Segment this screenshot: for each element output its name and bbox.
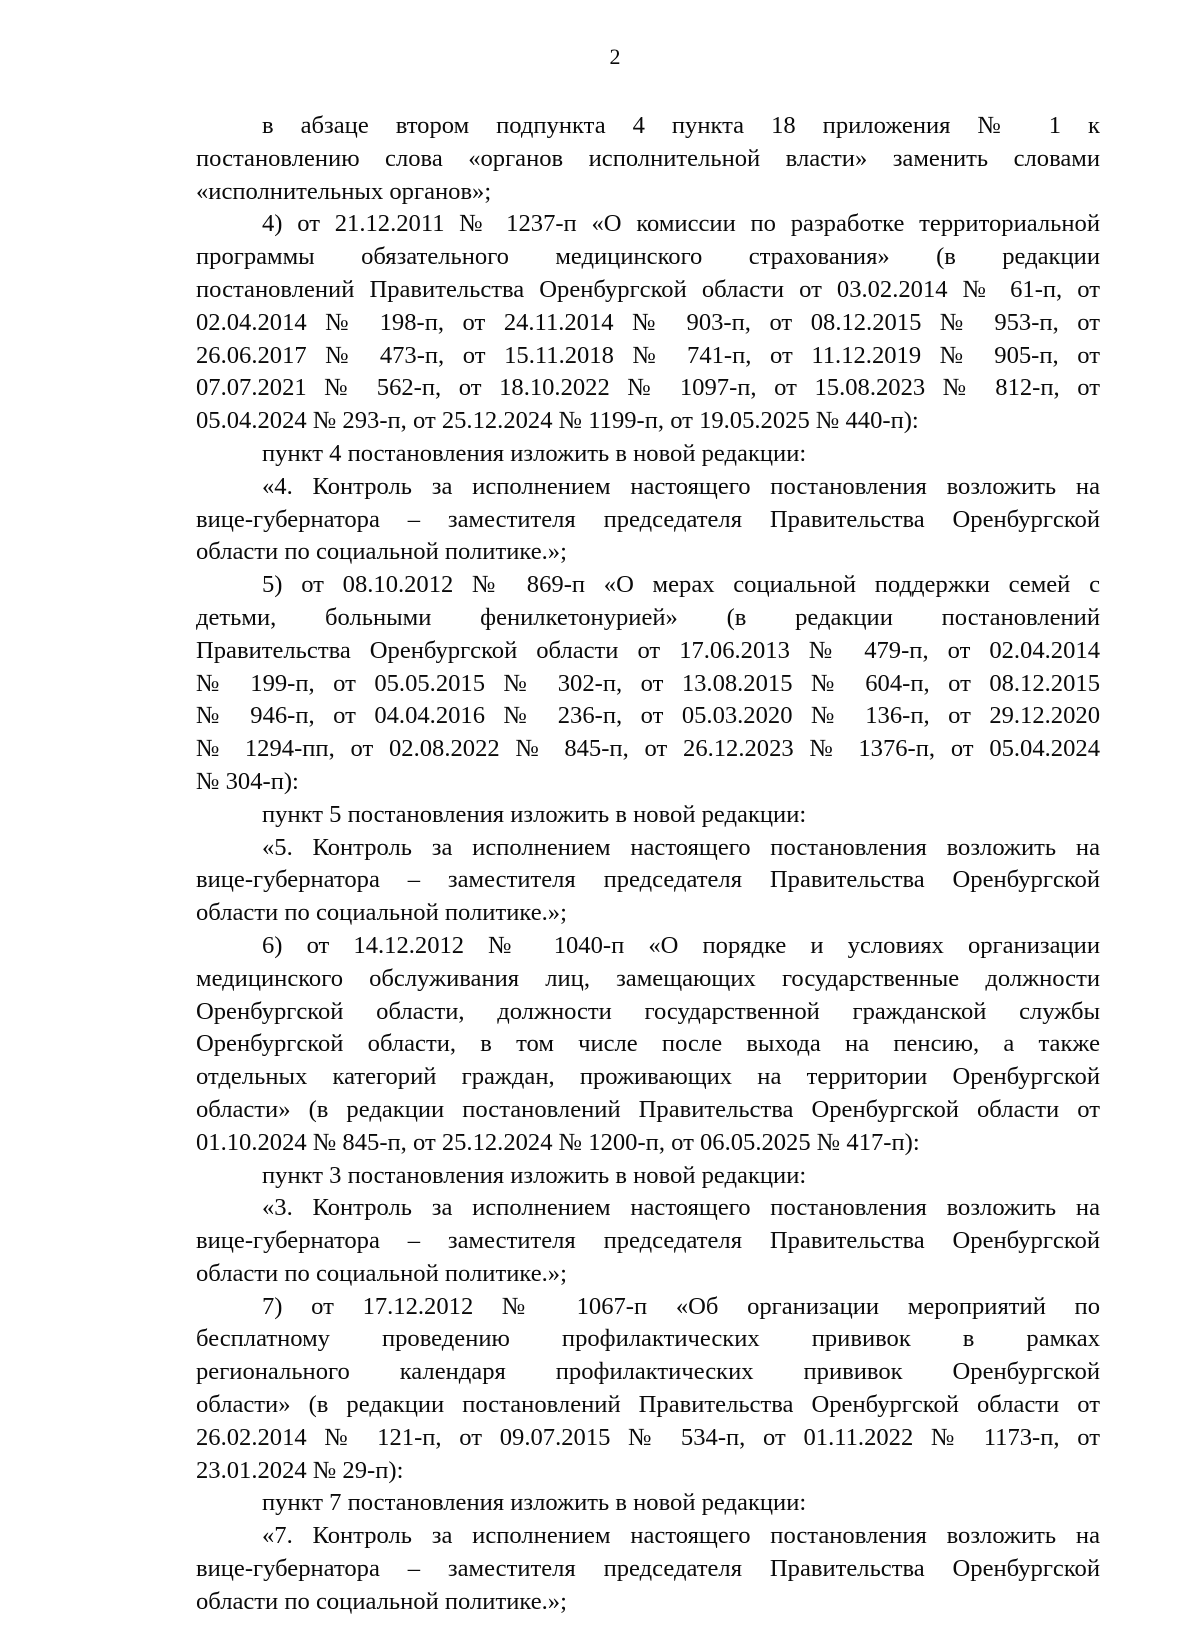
text-line: регионального календаря профилактических прививок Оренбургской xyxy=(196,1358,1100,1386)
text-line: области по социальной политике.»; xyxy=(196,1259,567,1287)
text-line: бесплатному проведению профилактических прививок в рамках xyxy=(196,1325,1100,1353)
text-line: постановлений Правительства Оренбургской области от 03.02.2014 № 61-п, от xyxy=(196,275,1100,303)
text-line: «исполнительных органов»; xyxy=(196,177,492,205)
text-line: вице-губернатора – заместителя председателя Правительства Оренбургской xyxy=(196,505,1100,533)
text-line: «5. Контроль за исполнением настоящего постановления возложить на xyxy=(262,833,1100,861)
text-line: 07.07.2021 № 562-п, от 18.10.2022 № 1097-п, от 15.08.2023 № 812-п, от xyxy=(196,374,1100,402)
text-line: № 199-п, от 05.05.2015 № 302-п, от 13.08.2015 № 604-п, от 08.12.2015 xyxy=(196,669,1100,697)
text-line: отдельных категорий граждан, проживающих на территории Оренбургской xyxy=(196,1063,1100,1091)
text-line: пункт 3 постановления изложить в новой редакции: xyxy=(262,1161,807,1189)
text-line: 6) от 14.12.2012 № 1040-п «О порядке и условиях организации xyxy=(262,931,1100,959)
text-line: № 1294-пп, от 02.08.2022 № 845-п, от 26.12.2023 № 1376-п, от 05.04.2024 xyxy=(196,735,1100,763)
page-number: 2 xyxy=(609,44,621,69)
text-line: пункт 5 постановления изложить в новой редакции: xyxy=(262,800,807,828)
text-line: «3. Контроль за исполнением настоящего постановления возложить на xyxy=(262,1194,1100,1222)
text-line: 5) от 08.10.2012 № 869-п «О мерах социальной поддержки семей с xyxy=(262,571,1100,599)
text-line: «7. Контроль за исполнением настоящего постановления возложить на xyxy=(262,1522,1100,1550)
text-line: области по социальной политике.»; xyxy=(196,538,567,566)
text-line: вице-губернатора – заместителя председателя Правительства Оренбургской xyxy=(196,1227,1100,1255)
text-line: 26.06.2017 № 473-п, от 15.11.2018 № 741-п, от 11.12.2019 № 905-п, от xyxy=(196,341,1100,369)
text-line: № 946-п, от 04.04.2016 № 236-п, от 05.03.2020 № 136-п, от 29.12.2020 xyxy=(196,702,1100,730)
text-line: Оренбургской области, должности государственной гражданской службы xyxy=(196,997,1100,1025)
text-line: 4) от 21.12.2011 № 1237-п «О комиссии по разработке территориальной xyxy=(262,210,1100,238)
text-line: пункт 7 постановления изложить в новой редакции: xyxy=(262,1489,807,1517)
text-line: медицинского обслуживания лиц, замещающих государственные должности xyxy=(196,964,1100,992)
text-line: в абзаце втором подпункта 4 пункта 18 приложения № 1 к xyxy=(262,112,1100,139)
text-line: программы обязательного медицинского страхования» (в редакции xyxy=(196,243,1100,271)
text-line: Правительства Оренбургской области от 17.06.2013 № 479-п, от 02.04.2014 xyxy=(196,636,1100,664)
text-line: 26.02.2014 № 121-п, от 09.07.2015 № 534-п, от 01.11.2022 № 1173-п, от xyxy=(196,1423,1100,1451)
text-line: 7) от 17.12.2012 № 1067-п «Об организации мероприятий по xyxy=(262,1292,1100,1320)
text-line: вице-губернатора – заместителя председателя Правительства Оренбургской xyxy=(196,866,1100,894)
text-line: области по социальной политике.»; xyxy=(196,1587,567,1615)
text-line: «4. Контроль за исполнением настоящего постановления возложить на xyxy=(262,472,1100,500)
text-line: пункт 4 постановления изложить в новой редакции: xyxy=(262,439,807,467)
text-line: области» (в редакции постановлений Правительства Оренбургской области от xyxy=(196,1391,1100,1419)
text-line: 01.10.2024 № 845-п, от 25.12.2024 № 1200-п, от 06.05.2025 № 417-п): xyxy=(196,1128,920,1156)
text-line: области по социальной политике.»; xyxy=(196,899,567,927)
text-line: детьми, больными фенилкетонурией» (в редакции постановлений xyxy=(196,603,1100,631)
text-line: области» (в редакции постановлений Правительства Оренбургской области от xyxy=(196,1095,1100,1123)
text-line: № 304-п): xyxy=(196,767,299,795)
text-line: 02.04.2014 № 198-п, от 24.11.2014 № 903-п, от 08.12.2015 № 953-п, от xyxy=(196,308,1100,336)
text-line: вице-губернатора – заместителя председателя Правительства Оренбургской xyxy=(196,1555,1100,1583)
text-line: 05.04.2024 № 293-п, от 25.12.2024 № 1199-п, от 19.05.2025 № 440-п): xyxy=(196,407,919,435)
text-line: постановлению слова «органов исполнительной власти» заменить словами xyxy=(196,144,1100,172)
text-line: 23.01.2024 № 29-п): xyxy=(196,1456,404,1484)
document-body xyxy=(196,110,1100,1619)
text-line: Оренбургской области, в том числе после выхода на пенсию, а также xyxy=(196,1030,1100,1058)
